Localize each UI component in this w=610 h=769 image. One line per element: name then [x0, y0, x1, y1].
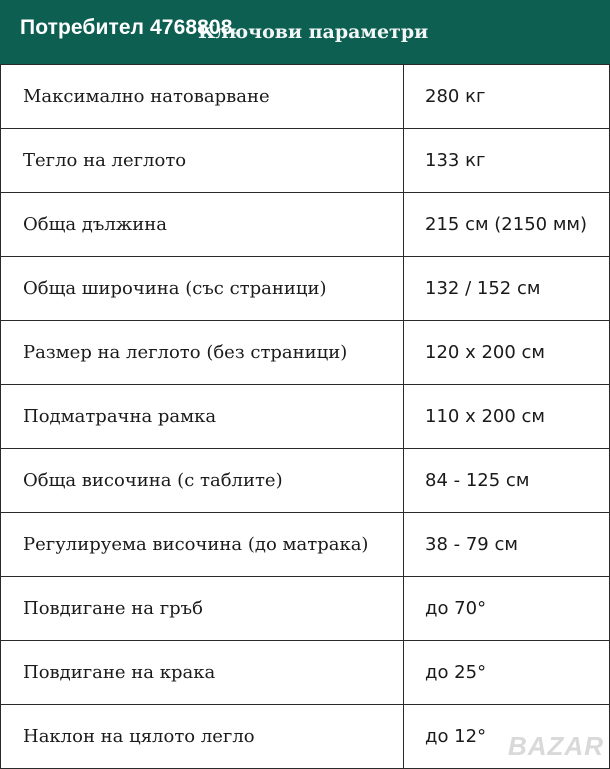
table-row	[1, 641, 610, 705]
bazar-watermark: BAZAR	[508, 731, 604, 761]
table-row	[1, 449, 610, 513]
parameter-label: Обща широчина (със страници)	[1, 257, 404, 321]
parameter-label: Максимално натоварване	[1, 65, 404, 129]
parameter-label: Регулируема височина (до матрака)	[1, 513, 404, 577]
parameter-label: Тегло на леглото	[1, 129, 404, 193]
parameter-label: Обща височина (с таблите)	[1, 449, 404, 513]
parameter-value: 133 кг	[404, 129, 610, 193]
parameter-label: Подматрачна рамка	[1, 385, 404, 449]
parameter-label: Размер на леглото (без страници)	[1, 321, 404, 385]
table-row	[1, 385, 610, 449]
parameter-value: 120 x 200 см	[404, 321, 610, 385]
table-row	[1, 321, 610, 385]
parameter-value: 215 см (2150 мм)	[404, 193, 610, 257]
table-row	[1, 257, 610, 321]
parameter-value: до 12°	[404, 705, 610, 769]
table-row	[1, 513, 610, 577]
table-row	[1, 193, 610, 257]
parameter-value: 280 кг	[404, 65, 610, 129]
parameter-value: до 25°	[404, 641, 610, 705]
table-row	[1, 577, 610, 641]
parameter-value: 110 x 200 см	[404, 385, 610, 449]
section-title: Ключови параметри	[198, 21, 429, 43]
parameter-value: 132 / 152 см	[404, 257, 610, 321]
user-label: Потребител 4768808	[20, 16, 233, 39]
parameter-label: Наклон на цялото легло	[1, 705, 404, 769]
table-row	[1, 129, 610, 193]
parameter-value: 38 - 79 см	[404, 513, 610, 577]
parameter-label: Повдигане на крака	[1, 641, 404, 705]
parameters-table	[0, 64, 610, 769]
parameter-label: Обща дължина	[1, 193, 404, 257]
table-row	[1, 65, 610, 129]
parameter-value: до 70°	[404, 577, 610, 641]
parameter-label: Повдигане на гръб	[1, 577, 404, 641]
header-bar	[0, 0, 610, 64]
parameter-value: 84 - 125 см	[404, 449, 610, 513]
